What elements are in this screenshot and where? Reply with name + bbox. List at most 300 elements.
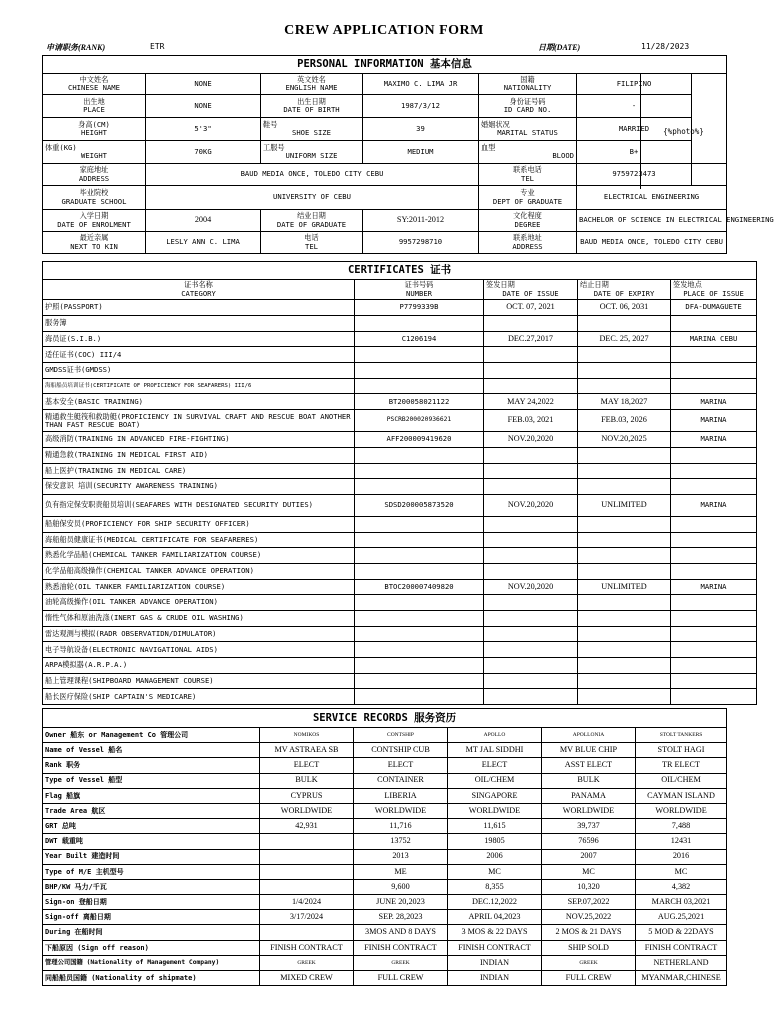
cert-number: [355, 611, 484, 627]
cert-expiry-date: [578, 463, 671, 479]
cert-expiry-date: NOV.20,2025: [578, 432, 671, 448]
service-cell: 4,382: [636, 879, 727, 894]
cert-place: [671, 347, 757, 363]
grad-label: 结业日期 DATE OF GRADUATE: [261, 210, 363, 232]
table-row: [43, 773, 727, 788]
service-row-label: Year Built 建造时间: [43, 849, 260, 864]
cert-place: [671, 479, 757, 495]
table-row: [43, 463, 757, 479]
service-cell: MC: [542, 864, 636, 879]
cert-place: [671, 516, 757, 532]
service-cell: INDIAN: [448, 955, 542, 970]
cert-number: PSCRB200020936621: [355, 410, 484, 432]
cert-category: 熟悉油轮(OIL TANKER FAMILIARIZATION COURSE): [43, 579, 355, 595]
table-row: [43, 363, 757, 379]
service-cell: 9,600: [354, 879, 448, 894]
service-cell: ELECT: [448, 758, 542, 773]
cert-place: [671, 673, 757, 689]
service-cell: 1/4/2024: [260, 895, 354, 910]
cert-category: 船舶保安员(PROFICIENCY FOR SHIP SECURITY OFFICER): [43, 516, 355, 532]
service-cell: MYANMAR,CHINESE: [636, 971, 727, 986]
cert-issue-date: [484, 642, 578, 658]
cert-place: [671, 689, 757, 705]
cert-number: AFF200009419620: [355, 432, 484, 448]
cert-place: [671, 563, 757, 579]
table-row: [43, 834, 727, 849]
service-cell: SEP. 28,2023: [354, 910, 448, 925]
service-cell: DEC.12,2022: [448, 895, 542, 910]
cert-category: 适任证书(COC) III/4: [43, 347, 355, 363]
cert-issue-date: [484, 516, 578, 532]
service-cell: CONTSHIP CUB: [354, 743, 448, 758]
cert-expiry-date: [578, 363, 671, 379]
service-cell: ME: [354, 864, 448, 879]
cert-issue-date: [484, 378, 578, 394]
enrol-label: 入学日期 DATE OF ENROLMENT: [43, 210, 146, 232]
service-cell: TR ELECT: [636, 758, 727, 773]
service-cell: ASST ELECT: [542, 758, 636, 773]
cert-place: MARINA: [671, 494, 757, 516]
cert-expiry-date: [578, 595, 671, 611]
idcard-label: 身份证号码 ID CARD NO.: [479, 95, 577, 118]
cert-issue-date: [484, 563, 578, 579]
cert-header-2: 签发日期 DATE OF ISSUE: [484, 280, 578, 300]
cert-place: MARINA: [671, 579, 757, 595]
rank-value: ETR: [150, 42, 165, 51]
service-row-label: 管理公司国籍 (Nationality of Management Company): [43, 955, 260, 970]
table-row: [43, 410, 757, 432]
cert-expiry-date: [578, 316, 671, 332]
cert-expiry-date: [578, 611, 671, 627]
service-row-label: Rank 职务: [43, 758, 260, 773]
certificates-section-title: CERTIFICATES 证书: [43, 262, 757, 280]
cert-expiry-date: UNLIMITED: [578, 579, 671, 595]
cert-number: [355, 689, 484, 705]
cert-expiry-date: [578, 347, 671, 363]
cert-issue-date: FEB.03, 2021: [484, 410, 578, 432]
cert-expiry-date: [578, 658, 671, 674]
cert-number: [355, 447, 484, 463]
school-label: 毕业院校 GRADUATE SCHOOL: [43, 186, 146, 210]
cert-category: 精通急救(TRAINING IN MEDICAL FIRST AID): [43, 447, 355, 463]
service-row-label: Flag 船旗: [43, 788, 260, 803]
cert-expiry-date: [578, 642, 671, 658]
marital-label: 婚姻状况 MARITAL STATUS: [479, 118, 577, 141]
service-cell: 39,737: [542, 819, 636, 834]
service-row-label: Type of M/E 主机型号: [43, 864, 260, 879]
height-label: 身高(CM) HEIGHT: [43, 118, 146, 141]
cert-category: 服务簿: [43, 316, 355, 332]
cert-expiry-date: [578, 447, 671, 463]
table-row: [43, 331, 757, 347]
cert-category: 电子导航设备(ELECTRONIC NAVIGATIONAL AIDS): [43, 642, 355, 658]
cert-header-3: 结止日期 DATE OF EXPIRY: [578, 280, 671, 300]
cert-issue-date: [484, 479, 578, 495]
date-label: 日期(DATE): [538, 43, 581, 52]
table-row: [43, 642, 757, 658]
table-row: [43, 689, 757, 705]
cert-place: [671, 642, 757, 658]
cert-category: 海船船员健康证书(MEDICAL CERTIFICATE FOR SEAFARERES): [43, 532, 355, 548]
service-cell: MARCH 03,2021: [636, 895, 727, 910]
degree-label: 文化程度 DEGREE: [479, 210, 577, 232]
cert-number: P7799339B: [355, 300, 484, 316]
cert-issue-date: MAY 24,2022: [484, 394, 578, 410]
table-row: [43, 479, 757, 495]
service-cell: 3/17/2024: [260, 910, 354, 925]
table-row: [43, 788, 727, 803]
weight-label: 体重(KG) WEIGHT: [43, 141, 146, 164]
table-row: [43, 611, 757, 627]
cert-category: 船上管理课程(SHIPBOARD MANAGEMENT COURSE): [43, 673, 355, 689]
service-row-label: 下船原因 (Sign off reason): [43, 940, 260, 955]
service-cell: FINISH CONTRACT: [636, 940, 727, 955]
service-cell: [260, 834, 354, 849]
cert-place: [671, 363, 757, 379]
service-cell: APOLLONIA: [542, 728, 636, 743]
service-cell: MC: [448, 864, 542, 879]
cert-issue-date: [484, 689, 578, 705]
service-cell: JUNE 20,2023: [354, 895, 448, 910]
cert-issue-date: [484, 347, 578, 363]
service-cell: FULL CREW: [542, 971, 636, 986]
cert-number: [355, 563, 484, 579]
service-cell: FINISH CONTRACT: [448, 940, 542, 955]
table-row: [43, 658, 757, 674]
cert-number: [355, 516, 484, 532]
cert-place: [671, 378, 757, 394]
cert-number: [355, 316, 484, 332]
table-row: [43, 347, 757, 363]
personal-section-title: PERSONAL INFORMATION 基本信息: [43, 56, 727, 74]
cert-number: [355, 626, 484, 642]
service-cell: 2 MOS & 21 DAYS: [542, 925, 636, 940]
cert-number: [355, 658, 484, 674]
cert-place: MARINA: [671, 394, 757, 410]
english-name-value: MAXIMO C. LIMA JR: [363, 74, 479, 95]
table-row: [43, 516, 757, 532]
cert-expiry-date: [578, 548, 671, 564]
service-cell: 10,320: [542, 879, 636, 894]
cert-issue-date: [484, 626, 578, 642]
cert-number: BTOC200007409820: [355, 579, 484, 595]
cert-issue-date: [484, 463, 578, 479]
cert-issue-date: [484, 611, 578, 627]
cert-header-1: 证书号码 NUMBER: [355, 280, 484, 300]
service-cell: [260, 849, 354, 864]
service-cell: WORLDWIDE: [260, 803, 354, 818]
service-cell: 19805: [448, 834, 542, 849]
cert-header-4: 签发地点 PLACE OF ISSUE: [671, 280, 757, 300]
cert-expiry-date: [578, 673, 671, 689]
chinese-name-value: NONE: [146, 74, 261, 95]
service-cell: CYPRUS: [260, 788, 354, 803]
cert-number: [355, 378, 484, 394]
table-row: [43, 548, 757, 564]
cert-expiry-date: [578, 532, 671, 548]
table-row: [43, 579, 757, 595]
service-cell: PANAMA: [542, 788, 636, 803]
table-row: [43, 864, 727, 879]
rank-label: 申请职务(RANK): [46, 43, 106, 52]
service-cell: SINGAPORE: [448, 788, 542, 803]
cert-category: 精通救生艇筏和救助艇(PROFICIENCY IN SURVIVAL CRAFT AND RESCUE BOAT ANOTHER THAN FAST RESCUE BOAT): [43, 410, 355, 432]
address-label: 家庭地址 ADDRESS: [43, 164, 146, 186]
cert-number: [355, 463, 484, 479]
service-row-label: Owner 船东 or Management Co 管理公司: [43, 728, 260, 743]
cert-place: MARINA: [671, 432, 757, 448]
service-cell: MIXED CREW: [260, 971, 354, 986]
kin-value: LESLY ANN C. LIMA: [146, 232, 261, 254]
table-row: [43, 532, 757, 548]
service-cell: CAYMAN ISLAND: [636, 788, 727, 803]
cert-number: [355, 642, 484, 658]
service-cell: INDIAN: [448, 971, 542, 986]
table-row: [43, 394, 757, 410]
table-row: [43, 626, 757, 642]
service-cell: WORLDWIDE: [636, 803, 727, 818]
table-row: [43, 728, 727, 743]
dob-label: 出生日期 DATE OF BIRTH: [261, 95, 363, 118]
kintel-value: 9957298710: [363, 232, 479, 254]
cert-expiry-date: [578, 626, 671, 642]
address-value: BAUD MEDIA ONCE, TOLEDO CITY CEBU: [146, 164, 479, 186]
service-row-label: During 在船时间: [43, 925, 260, 940]
table-row: [43, 673, 757, 689]
table-row: [43, 879, 727, 894]
service-cell: 2006: [448, 849, 542, 864]
cert-place: [671, 595, 757, 611]
cert-place: [671, 532, 757, 548]
kintel-label: 电话 TEL: [261, 232, 363, 254]
service-cell: NOV.25,2022: [542, 910, 636, 925]
cert-category: 船上医护(TRAINING IN MEDICAL CARE): [43, 463, 355, 479]
table-row: [43, 494, 757, 516]
dept-value: ELECTRICAL ENGINEERING: [577, 186, 727, 210]
blood-value: B+: [577, 141, 692, 164]
shoe-label: 鞋号 SHOE SIZE: [261, 118, 363, 141]
cert-number: [355, 673, 484, 689]
cert-expiry-date: [578, 689, 671, 705]
table-row: [43, 971, 727, 986]
grad-value: SY:2011-2012: [363, 210, 479, 232]
cert-category: 雷达观测与模拟(RADR OBSERVATIDN/DIMULATOR): [43, 626, 355, 642]
cert-expiry-date: FEB.03, 2026: [578, 410, 671, 432]
blood-label: 血型 BLOOD: [479, 141, 577, 164]
service-cell: [260, 879, 354, 894]
cert-category: 保安意识 培训(SECURITY AWARENESS TRAINING): [43, 479, 355, 495]
cert-number: SDSD200005873520: [355, 494, 484, 516]
service-cell: 7,488: [636, 819, 727, 834]
cert-category: 海员证(S.I.B.): [43, 331, 355, 347]
table-row: [43, 849, 727, 864]
service-cell: FULL CREW: [354, 971, 448, 986]
cert-expiry-date: [578, 563, 671, 579]
service-cell: WORLDWIDE: [354, 803, 448, 818]
service-cell: MV ASTRAEA SB: [260, 743, 354, 758]
cert-category: 船长医疗保险(SHIP CAPTAIN'S MEDICARE): [43, 689, 355, 705]
service-cell: 11,615: [448, 819, 542, 834]
service-cell: 3 MOS & 22 DAYS: [448, 925, 542, 940]
service-cell: 2013: [354, 849, 448, 864]
service-cell: MV BLUE CHIP: [542, 743, 636, 758]
school-value: UNIVERSITY OF CEBU: [146, 186, 479, 210]
service-cell: FINISH CONTRACT: [260, 940, 354, 955]
service-row-label: GRT 总吨: [43, 819, 260, 834]
cert-number: [355, 532, 484, 548]
nationality-value: FILIPINO: [577, 74, 692, 95]
cert-issue-date: [484, 595, 578, 611]
cert-place: DFA-DUMAGUETE: [671, 300, 757, 316]
service-row-label: DWT 载重吨: [43, 834, 260, 849]
service-row-label: Type of Vessel 船型: [43, 773, 260, 788]
table-row: [43, 378, 757, 394]
service-cell: STOLT HAGI: [636, 743, 727, 758]
table-row: [43, 743, 727, 758]
cert-expiry-date: UNLIMITED: [578, 494, 671, 516]
cert-category: GMDSS证书(GMDSS): [43, 363, 355, 379]
table-row: [43, 819, 727, 834]
cert-header-0: 证书名称 CATEGORY: [43, 280, 355, 300]
service-cell: GREEK: [260, 955, 354, 970]
cert-expiry-date: OCT. 06, 2031: [578, 300, 671, 316]
table-row: [43, 447, 757, 463]
cert-issue-date: NOV.20,2020: [484, 494, 578, 516]
photo-tag: {%photo%}: [640, 74, 726, 189]
service-row-label: Sign-on 登船日期: [43, 895, 260, 910]
cert-issue-date: OCT. 07, 2021: [484, 300, 578, 316]
cert-category: ARPA模拟器(A.R.P.A.): [43, 658, 355, 674]
service-cell: OIL/CHEM: [636, 773, 727, 788]
personal-info-table: [42, 55, 774, 254]
service-cell: 2016: [636, 849, 727, 864]
cert-expiry-date: [578, 516, 671, 532]
cert-category: 油轮高级操作(OIL TANKER ADVANCE OPERATION): [43, 595, 355, 611]
cert-category: 护照(PASSPORT): [43, 300, 355, 316]
tel-value: 9759723473: [577, 164, 692, 186]
cert-place: [671, 548, 757, 564]
certificates-table: [42, 261, 757, 705]
service-cell: AUG.25,2021: [636, 910, 727, 925]
service-row-label: 同船船员国籍 (Nationality of shipmate): [43, 971, 260, 986]
cert-number: [355, 479, 484, 495]
service-cell: ELECT: [260, 758, 354, 773]
table-row: [43, 895, 727, 910]
cert-issue-date: [484, 363, 578, 379]
cert-category: 基本安全(BASIC TRAINING): [43, 394, 355, 410]
service-cell: FINISH CONTRACT: [354, 940, 448, 955]
service-cell: CONTAINER: [354, 773, 448, 788]
cert-issue-date: NOV.20,2020: [484, 579, 578, 595]
service-cell: 12431: [636, 834, 727, 849]
cert-issue-date: [484, 532, 578, 548]
service-cell: 3MOS AND 8 DAYS: [354, 925, 448, 940]
cert-issue-date: NOV.20,2020: [484, 432, 578, 448]
service-section-title: SERVICE RECORDS 服务资历: [43, 709, 727, 728]
tel-label: 联系电话 TEL: [479, 164, 577, 186]
service-row-label: Name of Vessel 船名: [43, 743, 260, 758]
table-row: [43, 803, 727, 818]
dob-value: 1987/3/12: [363, 95, 479, 118]
table-row: [43, 955, 727, 970]
table-row: [43, 432, 757, 448]
service-cell: 42,931: [260, 819, 354, 834]
nationality-label: 国籍 NATIONALITY: [479, 74, 577, 95]
enrol-value: 2004: [146, 210, 261, 232]
cert-place: [671, 316, 757, 332]
service-cell: WORLDWIDE: [448, 803, 542, 818]
english-name-label: 英文姓名 ENGLISH NAME: [261, 74, 363, 95]
service-row-label: Trade Area 航区: [43, 803, 260, 818]
cert-expiry-date: [578, 378, 671, 394]
cert-category: 负有指定保安职责船员培训(SEAFARES WITH DESIGNATED SECURITY DUTIES): [43, 494, 355, 516]
service-cell: APRIL 04,2023: [448, 910, 542, 925]
service-cell: SEP.07,2022: [542, 895, 636, 910]
marital-value: MARRIED: [577, 118, 692, 141]
cert-issue-date: DEC.27,2017: [484, 331, 578, 347]
place-label: 出生地 PLACE: [43, 95, 146, 118]
service-cell: BULK: [260, 773, 354, 788]
dept-label: 专业 DEPT OF GRADUATE: [479, 186, 577, 210]
cert-expiry-date: DEC. 25, 2027: [578, 331, 671, 347]
service-cell: CONTSHIP: [354, 728, 448, 743]
cert-issue-date: [484, 673, 578, 689]
cert-number: C1206194: [355, 331, 484, 347]
cert-expiry-date: [578, 479, 671, 495]
chinese-name-label: 中文姓名 CHINESE NAME: [43, 74, 146, 95]
kinaddr-value: BAUD MEDIA ONCE, TOLEDO CITY CEBU: [577, 232, 727, 254]
cert-category: 惰性气体和原油洗涤(INERT GAS & CRUDE OIL WASHING): [43, 611, 355, 627]
cert-number: [355, 347, 484, 363]
service-cell: STOLT TANKERS: [636, 728, 727, 743]
table-row: [43, 300, 757, 316]
cert-place: MARINA: [671, 410, 757, 432]
table-row: [43, 316, 757, 332]
cert-issue-date: [484, 658, 578, 674]
cert-category: 化学品船高级操作(CHEMICAL TANKER ADVANCE OPERATION): [43, 563, 355, 579]
date-value: 11/28/2023: [641, 42, 690, 51]
cert-number: [355, 548, 484, 564]
service-cell: APOLLO: [448, 728, 542, 743]
cert-issue-date: [484, 548, 578, 564]
cert-place: [671, 658, 757, 674]
service-cell: OIL/CHEM: [448, 773, 542, 788]
cert-number: [355, 595, 484, 611]
form-title: CREW APPLICATION FORM: [284, 23, 484, 38]
cert-number: BT200058021122: [355, 394, 484, 410]
cert-place: MARINA CEBU: [671, 331, 757, 347]
weight-value: 70KG: [146, 141, 261, 164]
kin-label: 最近亲属 NEXT TO KIN: [43, 232, 146, 254]
table-row: [43, 910, 727, 925]
service-cell: MC: [636, 864, 727, 879]
cert-category: 高级消防(TRAINING IN ADVANCED FIRE-FIGHTING): [43, 432, 355, 448]
height-value: 5'3": [146, 118, 261, 141]
service-cell: 11,716: [354, 819, 448, 834]
table-row: [43, 563, 757, 579]
service-cell: BULK: [542, 773, 636, 788]
uniform-label: 工服号 UNIFORM SIZE: [261, 141, 363, 164]
cert-number: [355, 363, 484, 379]
table-row: [43, 595, 757, 611]
service-cell: [260, 864, 354, 879]
service-cell: 76596: [542, 834, 636, 849]
service-cell: WORLDWIDE: [542, 803, 636, 818]
table-row: [43, 758, 727, 773]
uniform-value: MEDIUM: [363, 141, 479, 164]
cert-issue-date: [484, 447, 578, 463]
kinaddr-label: 联系地址 ADDRESS: [479, 232, 577, 254]
